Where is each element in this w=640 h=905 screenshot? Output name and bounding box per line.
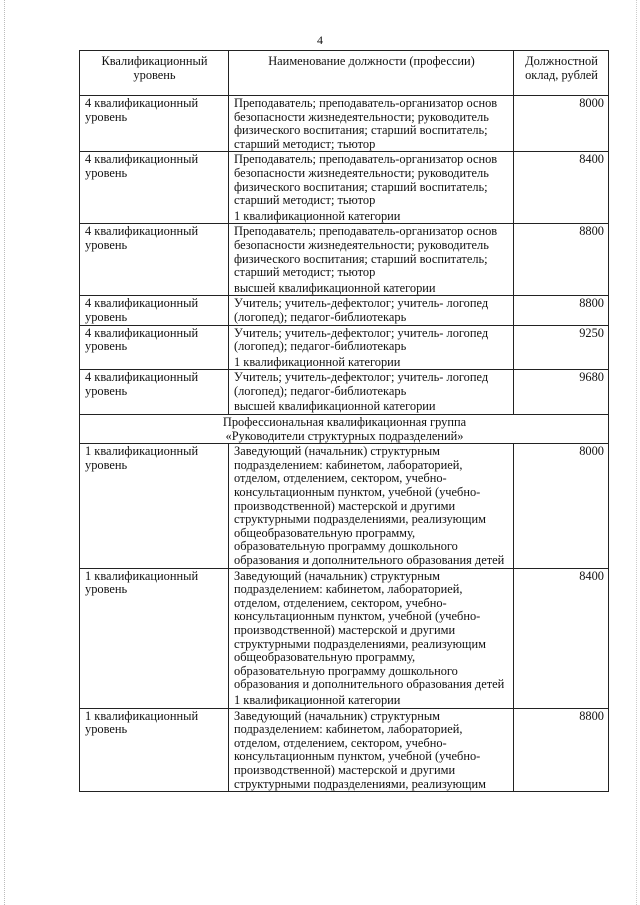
salary-cell: 8000 [514, 96, 609, 152]
group-heading-cell [80, 415, 609, 444]
category-text: 1 квалификационной категории [234, 692, 401, 707]
position-cell [229, 96, 514, 152]
position-cell [229, 224, 514, 296]
position-text: Заведующий (начальник) структурным подразделением: кабинетом, лабораторией, отделом, отделением, сектором, учебно-консультационным пунктом, учебной (учебно-производственной) мастерской и другими структурными подразделениями, реализующим общеобразовательную программу, образовательную программу дошкольного образования и дополнительного образования детей [234, 444, 505, 567]
category-text: высшей квалификационной категории [234, 280, 436, 295]
qualification-level-cell: 1 квалификационный уровень [80, 444, 229, 568]
salary-cell: 9250 [514, 325, 609, 370]
salary-cell: 8000 [514, 444, 609, 568]
salary-cell: 8800 [514, 296, 609, 325]
salary-cell: 8400 [514, 152, 609, 224]
scan-right-edge [636, 0, 640, 905]
qualification-level-cell: 4 квалификационный уровень [80, 224, 229, 296]
position-cell [229, 708, 514, 792]
header-level: Квалификационный уровень [80, 51, 229, 96]
category-text: 1 квалификационной категории [234, 208, 401, 223]
salary-cell: 8400 [514, 568, 609, 708]
qualification-level-cell: 4 квалификационный уровень [80, 152, 229, 224]
position-cell [229, 568, 514, 708]
qualification-level-cell: 4 квалификационный уровень [80, 296, 229, 325]
table-row [80, 296, 609, 325]
position-cell [229, 152, 514, 224]
qualification-level-cell: 4 квалификационный уровень [80, 370, 229, 415]
table-header-row [80, 51, 609, 96]
table-row [80, 370, 609, 415]
position-cell [229, 296, 514, 325]
header-salary: Должностной оклад, рублей [514, 51, 609, 96]
position-cell [229, 325, 514, 370]
page-number: 4 [317, 33, 323, 47]
table-row [80, 568, 609, 708]
category-text: высшей квалификационной категории [234, 399, 436, 414]
table-body-part-2 [80, 444, 609, 792]
table-row [80, 96, 609, 152]
table-row [80, 152, 609, 224]
salary-cell: 8800 [514, 708, 609, 792]
position-text: Преподаватель; преподаватель-организатор основ безопасности жизнедеятельности; руководитель физического воспитания; старший воспитатель; старший методист; тьютор [234, 152, 498, 208]
category-text: 1 квалификационной категории [234, 354, 401, 369]
qualification-level-cell: 4 квалификационный уровень [80, 325, 229, 370]
position-text: Учитель; учитель-дефектолог; учитель- логопед (логопед); педагог-библиотекарь [234, 325, 489, 354]
scan-left-edge [0, 0, 5, 905]
position-text: Учитель; учитель-дефектолог; учитель- логопед (логопед); педагог-библиотекарь [234, 370, 489, 398]
salary-cell: 8800 [514, 224, 609, 296]
header-position: Наименование должности (профессии) [229, 51, 514, 96]
qualification-level-cell: 1 квалификационный уровень [80, 568, 229, 708]
group-heading-line-2: «Руководители структурных подразделений» [225, 428, 464, 443]
group-heading-row [80, 415, 609, 444]
table-row [80, 444, 609, 568]
table-row [80, 224, 609, 296]
salary-cell: 9680 [514, 370, 609, 415]
group-heading-line-1: Профессиональная квалификационная группа [222, 415, 467, 430]
position-text: Заведующий (начальник) структурным подразделением: кабинетом, лабораторией, отделом, отделением, сектором, учебно-консультационным пунктом, учебной (учебно-производственной) мастерской и другими структурными подразделениями, реализующим общеобразовательную программу, образовательную программу дошкольного образования и дополнительного образования детей [234, 568, 505, 692]
position-text: Преподаватель; преподаватель-организатор основ безопасности жизнедеятельности; руководитель физического воспитания; старший воспитатель; старший методист; тьютор [234, 96, 498, 151]
table-row [80, 325, 609, 370]
position-text: Учитель; учитель-дефектолог; учитель- логопед (логопед); педагог-библиотекарь [234, 296, 489, 324]
table-row [80, 708, 609, 792]
salary-table [79, 50, 609, 792]
position-cell [229, 370, 514, 415]
qualification-level-cell: 4 квалификационный уровень [80, 96, 229, 152]
position-text: Заведующий (начальник) структурным подразделением: кабинетом, лабораторией, отделом, отделением, сектором, учебно-консультационным пунктом, учебной (учебно-производственной) мастерской и другими структурными подразделениями, реализующим [234, 708, 486, 791]
qualification-level-cell: 1 квалификационный уровень [80, 708, 229, 792]
table-body-part-1 [80, 96, 609, 415]
group-heading-body [80, 415, 609, 444]
position-text: Преподаватель; преподаватель-организатор основ безопасности жизнедеятельности; руководитель физического воспитания; старший воспитатель; старший методист; тьютор [234, 224, 498, 280]
position-cell [229, 444, 514, 568]
